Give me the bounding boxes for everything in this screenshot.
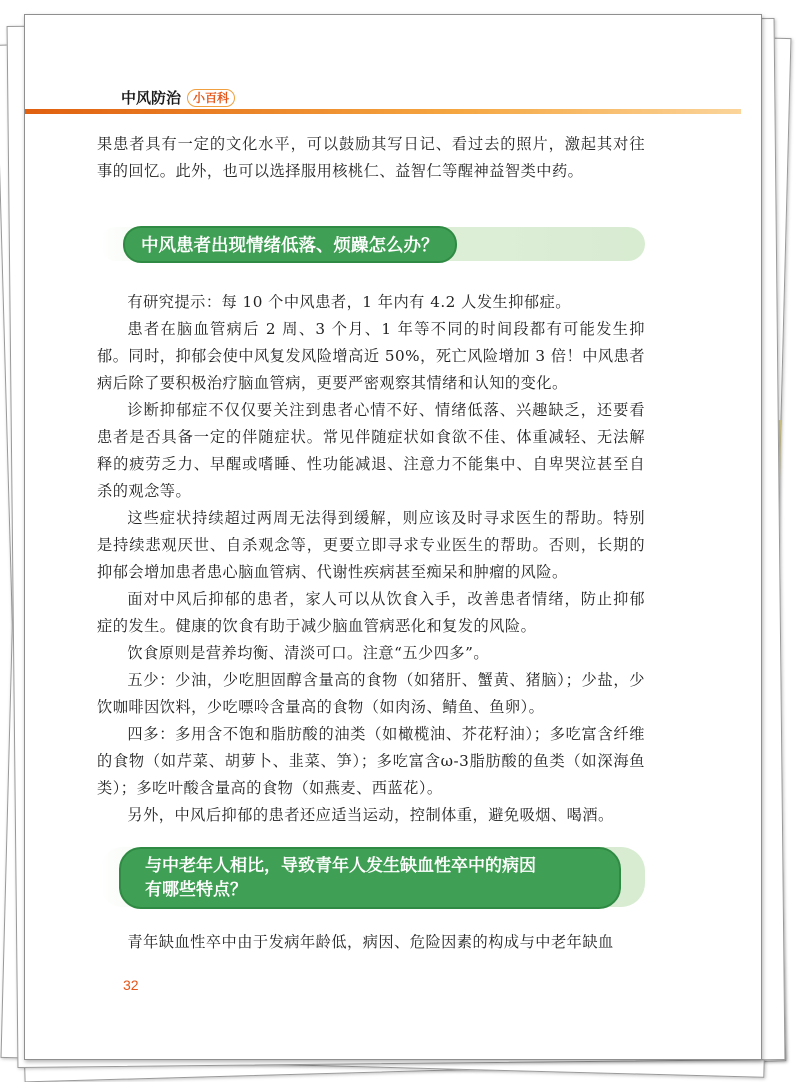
section1-body	[97, 289, 645, 829]
paragraph: 五少：少油，少吃胆固醇含量高的食物（如猪肝、蟹黄、猪脑）；少盐，少饮咖啡因饮料，少吃嘌呤含量高的食物（如肉汤、鲭鱼、鱼卵）。	[97, 671, 645, 716]
section-heading-line: 有哪些特点？	[145, 880, 247, 900]
book-page	[24, 14, 762, 1060]
paragraph: 饮食原则是营养均衡、清淡可口。注意“五少四多”。	[127, 644, 490, 662]
paragraph: 四多：多用含不饱和脂肪酸的油类（如橄榄油、芥花籽油）；多吃富含纤维的食物（如芹菜、胡萝卜、韭菜、笋）；多吃富含ω-3脂肪酸的鱼类（如深海鱼类）；多吃叶酸含量高的食物（如燕麦、西蓝花）。	[97, 725, 645, 797]
paragraph: 果患者具有一定的文化水平，可以鼓励其写日记、看过去的照片，激起其对往事的回忆。此外，也可以选择服用核桃仁、益智仁等醒神益智类中药。	[97, 135, 645, 180]
section-heading-band	[99, 227, 645, 261]
section-heading-band	[99, 847, 645, 907]
paragraph: 另外，中风后抑郁的患者还应适当运动，控制体重，避免吸烟、喝酒。	[127, 806, 614, 824]
section-heading: 中风患者出现情绪低落、烦躁怎么办？	[123, 226, 457, 263]
page-number: 32	[123, 977, 139, 993]
header-tag: 小百科	[187, 89, 235, 107]
paragraph: 青年缺血性卒中由于发病年龄低，病因、危险因素的构成与中老年缺血	[127, 933, 614, 951]
header-rule	[25, 109, 741, 114]
paragraph: 这些症状持续超过两周无法得到缓解，则应该及时寻求医生的帮助。特别是持续悲观厌世、自杀观念等，更要立即寻求专业医生的帮助。否则，长期的抑郁会增加患者患心脑血管病、代谢性疾病甚至痴呆和肿瘤的风险。	[97, 509, 645, 581]
intro-text	[97, 131, 645, 185]
section-heading-line: 与中老年人相比，导致青年人发生缺血性卒中的病因	[145, 856, 536, 876]
running-header	[121, 87, 235, 108]
section2-body	[97, 929, 645, 956]
paragraph: 患者在脑血管病后 2 周、3 个月、1 年等不同的时间段都有可能发生抑郁。同时，抑郁会使中风复发风险增高近 50%，死亡风险增加 3 倍！中风患者病后除了要积极治疗脑血管病，更要严密观察其情绪和认知的变化。	[97, 320, 645, 392]
section-heading	[119, 847, 621, 909]
paragraph: 诊断抑郁症不仅仅要关注到患者心情不好、情绪低落、兴趣缺乏，还要看患者是否具备一定的伴随症状。常见伴随症状如食欲不佳、体重减轻、无法解释的疲劳乏力、早醒或嗜睡、性功能减退、注意力不能集中、自卑哭泣甚至自杀的观念等。	[97, 401, 645, 500]
paragraph: 面对中风后抑郁的患者，家人可以从饮食入手，改善患者情绪，防止抑郁症的发生。健康的饮食有助于减少脑血管病恶化和复发的风险。	[97, 590, 645, 635]
paragraph: 有研究提示：每 10 个中风患者，1 年内有 4.2 人发生抑郁症。	[127, 293, 571, 311]
header-title: 中风防治	[121, 90, 182, 107]
